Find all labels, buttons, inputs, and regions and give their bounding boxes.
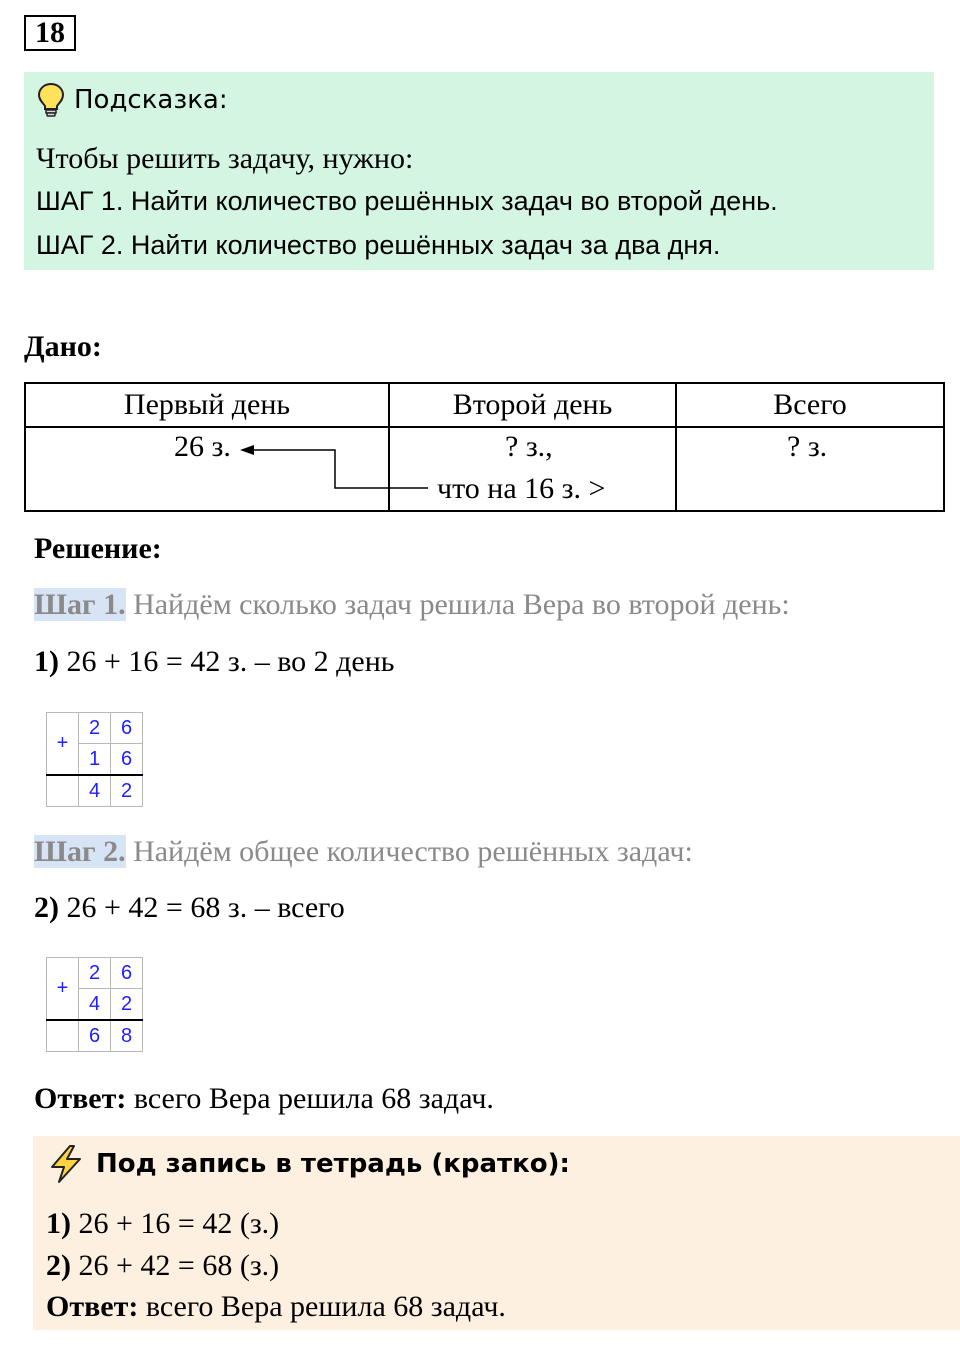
notebook-title-text: Под запись в тетрадь (кратко): <box>96 1149 570 1179</box>
step-1-text: Найдём сколько задач решила Вера во второй день: <box>125 588 790 621</box>
equation-1-number: 1) <box>34 645 59 678</box>
notebook-line-2-number: 2) <box>46 1249 71 1282</box>
notebook-line-1 <box>46 1207 279 1241</box>
equation-2-text: 26 + 42 = 68 з. – всего <box>59 891 345 924</box>
notebook-answer <box>46 1290 506 1324</box>
solution-label: Решение: <box>34 532 162 565</box>
hint-step-1-label: ШАГ 1. <box>36 186 124 216</box>
digit-cell: 2 <box>79 713 111 744</box>
equation-2-number: 2) <box>34 891 59 924</box>
step-1-label: Шаг 1. <box>34 588 126 621</box>
digit-cell: 2 <box>111 989 143 1021</box>
digit-cell: 4 <box>79 989 111 1021</box>
step-2-label: Шаг 2. <box>34 835 126 868</box>
notebook-title <box>46 1142 570 1186</box>
column-addition-1 <box>46 712 143 807</box>
empty-cell <box>47 1020 79 1052</box>
hint-step-2-text: Найти количество решённых задач за два дня. <box>123 230 721 260</box>
answer-label: Ответ: <box>34 1082 127 1115</box>
step-1-line <box>34 588 790 622</box>
result-digit: 2 <box>111 775 143 807</box>
hint-step-2-label: ШАГ 2. <box>36 230 124 260</box>
header-second-day: Второй день <box>389 383 676 427</box>
result-digit: 4 <box>79 775 111 807</box>
relation-arrow <box>0 0 960 520</box>
result-digit: 8 <box>111 1020 143 1052</box>
notebook-answer-label: Ответ: <box>46 1290 139 1323</box>
hint-title-text: Подсказка: <box>74 85 228 115</box>
answer-line <box>34 1082 494 1116</box>
equation-1-text: 26 + 16 = 42 з. – во 2 день <box>59 645 395 678</box>
digit-cell: 6 <box>111 744 143 776</box>
step-2-text: Найдём общее количество решённых задач: <box>125 835 693 868</box>
task-number: 18 <box>24 15 76 51</box>
notebook-answer-text: всего Вера решила 68 задач. <box>138 1290 506 1323</box>
header-first-day: Первый день <box>25 383 389 427</box>
equation-2 <box>34 891 345 925</box>
digit-cell: 6 <box>111 958 143 989</box>
answer-text: всего Вера решила 68 задач. <box>126 1082 494 1115</box>
digit-cell: 2 <box>79 958 111 989</box>
digit-cell: 1 <box>79 744 111 776</box>
first-day-value: 26 з. <box>174 430 231 463</box>
hint-intro: Чтобы решить задачу, нужно: <box>36 142 414 175</box>
second-day-relation: что на 16 з. > <box>437 472 606 505</box>
notebook-line-2-text: 26 + 42 = 68 (з.) <box>71 1249 280 1282</box>
digit-cell: 6 <box>111 713 143 744</box>
column-addition-2 <box>46 957 143 1052</box>
plus-sign: + <box>47 958 79 1021</box>
total-value: ? з. <box>787 430 828 463</box>
plus-sign: + <box>47 713 79 776</box>
empty-cell <box>47 775 79 807</box>
hint-step-1-text: Найти количество решённых задач во второй день. <box>123 186 778 216</box>
header-total: Всего <box>676 383 944 427</box>
step-2-line <box>34 835 693 869</box>
second-day-value: ? з., <box>505 430 553 463</box>
result-digit: 6 <box>79 1020 111 1052</box>
notebook-line-1-text: 26 + 16 = 42 (з.) <box>71 1207 280 1240</box>
lightning-icon <box>46 1144 86 1184</box>
notebook-line-1-number: 1) <box>46 1207 71 1240</box>
given-label: Дано: <box>24 330 102 363</box>
equation-1 <box>34 645 394 679</box>
notebook-line-2 <box>46 1249 279 1283</box>
